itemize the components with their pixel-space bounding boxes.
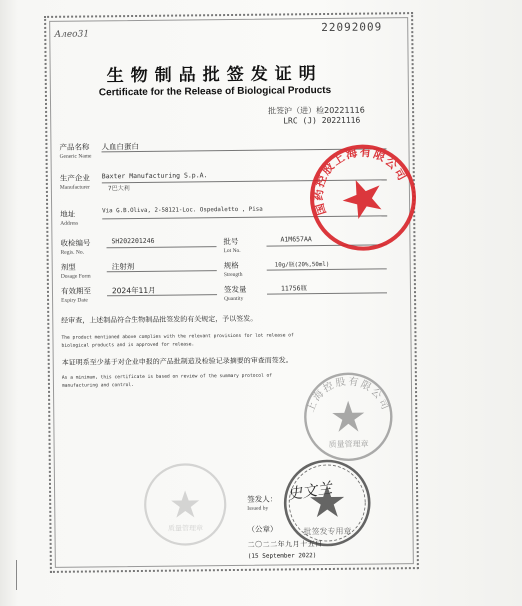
product-label: 产品名称 [59,142,90,152]
expiry-value: 2024年11月 [111,285,156,296]
handwritten-note: Алео31 [54,29,90,40]
quantity-value: 11756瓶 [280,284,308,293]
address-value: Via G.B.Oliva, 2-58121-Loc. Ospedaletto , Pisa [102,206,263,215]
manufacturer-note: 7巴大利 [107,185,130,193]
dosage-value: 注射剂 [111,262,135,272]
expiry-label-en: Expiry Date [61,297,88,304]
issue-date-cn: 二〇二二年九月十五日 [247,540,323,549]
issued-by-label-en: Issued by [247,505,269,512]
company-red-stamp [305,140,420,255]
basis-statement-en-1: As a minimum, this certificate is based on review of the summary protocol of [61,373,273,381]
reference-chinese: 批签沪（进）检20221116 [268,105,365,116]
manufacturer-label-en: Manufacturer [59,184,90,191]
review-statement-en-2: biological products and is approved for release. [61,342,195,349]
stamp-1-arc-text: 上海控股有限公司 [305,376,392,414]
batch-release-stamp [279,455,376,552]
manufacturer-value: Baxter Manufacturing S.p.A. [101,171,208,181]
strength-label-en: Strength [223,271,243,279]
title-english: Certificate for the Release of Biological Products [98,84,332,99]
certificate-number: 22092009 [321,20,383,35]
regis-label-en: Regis. No. [60,249,84,256]
strength-value: 10g/瓶(20%,50ml) [274,261,330,269]
basis-statement-cn: 本证明系至少基于对企业申报的产品批制造及检验记录摘要的审查而签发。 [61,356,293,367]
quality-management-stamp-2 [139,458,232,551]
reference-english: LRC (J) 20221116 [283,115,361,126]
red-stamp-text: 国药控股上海有限公司 [311,144,411,217]
product-label-en: Generic Name [59,153,92,160]
regis-label: 收检编号 [60,238,91,248]
quantity-label-en: Quantity [224,295,244,303]
product-value: 人血白蛋白 [101,141,140,152]
stamp-3-text: 批签发专用章 [303,526,352,537]
seal-label: （公章） [247,524,278,534]
dosage-label: 剂型 [60,262,76,272]
stamp-1-sub-text: 质量管理章 [328,439,369,449]
issued-by-label: 签发人： [247,494,278,504]
stamp-2-text: 质量管理章 [167,524,204,533]
address-label-en: Address [60,220,79,227]
lot-label-en: Lot No. [223,247,241,255]
strength-label: 规格 [223,260,239,271]
signature: 史文兰 [286,478,334,504]
page-margin-mark [16,560,17,590]
certificate [44,12,419,573]
lot-value: A1M657AA [280,235,312,244]
lot-label: 批号 [223,236,239,247]
basis-statement-en-2: manufacturing and control. [61,383,134,389]
title-chinese: 生物制品批签发证明 [106,64,323,87]
review-statement-cn: 经审查，上述制品符合生物制品批签发的有关规定，予以签发。 [61,314,258,325]
issue-date-en: (15 September 2022) [247,552,317,560]
review-statement-en-1: The product mentioned above complies with the relevant provisions for lot release of [61,333,294,341]
quantity-label: 签发量 [223,284,247,295]
expiry-label: 有效期至 [60,286,92,296]
quality-management-stamp-1 [298,366,399,467]
address-label: 地址 [60,209,76,219]
manufacturer-label: 生产企业 [59,173,90,183]
dosage-label-en: Dosage Form [60,273,91,280]
regis-value: SH202201246 [111,236,155,246]
